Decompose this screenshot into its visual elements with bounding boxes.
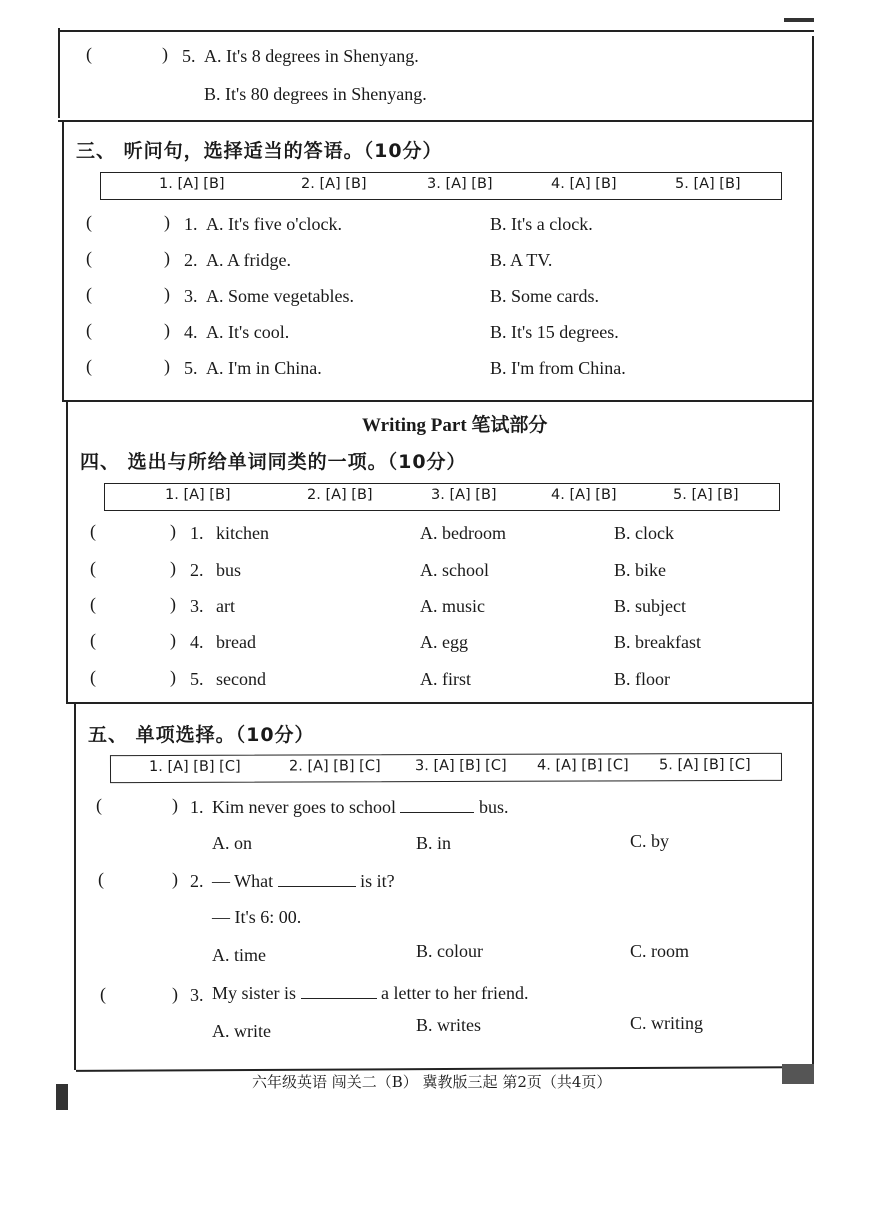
option-a: A. A fridge. — [206, 250, 291, 270]
answer-cell: 1. [A] [B] — [165, 487, 231, 503]
question-text — [212, 797, 508, 818]
option-b: B. bike — [614, 560, 666, 580]
section-5-title: 五、 单项选择。（10分） — [88, 724, 315, 746]
option-c: C. by — [630, 831, 670, 851]
answer-cell: 4. [A] [B] — [551, 487, 617, 503]
answer-cell: 2. [A] [B] — [301, 176, 367, 192]
paren-close: ) — [172, 869, 178, 889]
paren-open: ( — [86, 44, 92, 64]
divider-top — [58, 30, 814, 32]
paren-close: ) — [164, 356, 170, 376]
question-number: 4. — [190, 632, 204, 652]
divider-2 — [62, 400, 814, 402]
option-a: A. time — [212, 945, 266, 965]
option-a: A. bedroom — [420, 523, 506, 543]
option-a: A. Some vegetables. — [206, 286, 354, 306]
given-word: bread — [216, 632, 256, 652]
dialogue-reply: — It's 6: 00. — [212, 907, 302, 927]
option-b: B. It's a clock. — [490, 214, 593, 234]
question-text-post: bus. — [478, 797, 509, 817]
option-b: B. clock — [614, 523, 674, 543]
frame-right-5 — [812, 704, 814, 1064]
paren-open: ( — [90, 667, 96, 687]
paren-close: ) — [164, 248, 170, 268]
frame-right-top — [812, 36, 814, 122]
question-number: 2. — [190, 871, 204, 891]
paren-open: ( — [98, 869, 104, 889]
answer-cell: 5. [A] [B] [C] — [658, 756, 751, 774]
option-a: A. school — [420, 560, 489, 580]
option-b: B. writes — [416, 1015, 481, 1035]
option-b: B. I'm from China. — [490, 358, 626, 378]
answer-blank[interactable] — [278, 872, 356, 887]
question-number: 5. — [184, 358, 198, 378]
section-3-answer-sheet — [100, 172, 782, 200]
given-word: bus — [216, 560, 242, 580]
frame-left-4 — [66, 402, 68, 702]
paren-open: ( — [96, 795, 102, 815]
paren-open: ( — [86, 356, 92, 376]
question-number: 3. — [190, 985, 204, 1005]
answer-blank[interactable] — [400, 798, 474, 813]
question-number: 3. — [190, 596, 204, 616]
answer-cell: 3. [A] [B] — [427, 176, 493, 192]
paren-close: ) — [170, 667, 176, 687]
answer-blank[interactable] — [301, 984, 377, 999]
given-word: kitchen — [216, 523, 269, 543]
paren-close: ) — [172, 795, 178, 815]
option-a: A. It's 8 degrees in Shenyang. — [204, 46, 419, 66]
section-3-title: 三、 听问句，选择适当的答语。（10分） — [76, 140, 443, 162]
divider-1 — [58, 120, 814, 122]
answer-cell: 3. [A] [B] [C] — [414, 757, 507, 775]
question-number: 4. — [184, 322, 198, 342]
paren-close: ) — [164, 212, 170, 232]
answer-cell: 1. [A] [B] — [159, 176, 225, 192]
paren-open: ( — [90, 630, 96, 650]
frame-left-5 — [74, 704, 76, 1070]
question-number: 2. — [184, 250, 198, 270]
question-text-post: is it? — [360, 871, 395, 891]
question-number: 2. — [190, 560, 204, 580]
option-b: B. It's 15 degrees. — [490, 322, 619, 342]
option-b: B. in — [416, 833, 452, 853]
option-c: C. room — [630, 941, 690, 961]
paren-open: ( — [90, 594, 96, 614]
option-a: A. first — [420, 669, 471, 689]
paren-close: ) — [170, 630, 176, 650]
paren-open: ( — [90, 558, 96, 578]
option-b: B. Some cards. — [490, 286, 599, 306]
frame-right-4 — [812, 402, 814, 702]
option-a: A. I'm in China. — [206, 358, 322, 378]
answer-cell: 4. [A] [B] [C] — [536, 757, 629, 774]
given-word: art — [216, 596, 235, 616]
question-text-pre: My sister is — [212, 983, 297, 1003]
section-4-title: 四、 选出与所给单词同类的一项。（10分） — [80, 451, 467, 473]
answer-cell: 5. [A] [B] — [675, 176, 741, 192]
section-5-answer-sheet — [110, 753, 782, 783]
corner-mark-bottom-right — [782, 1064, 814, 1084]
question-number: 5. — [190, 669, 204, 689]
frame-left-top — [58, 28, 60, 118]
question-text — [212, 871, 395, 892]
paren-close: ) — [170, 558, 176, 578]
paren-open: ( — [86, 212, 92, 232]
question-number: 1. — [190, 523, 204, 543]
option-b: B. breakfast — [614, 632, 701, 652]
answer-cell: 3. [A] [B] — [431, 487, 497, 503]
question-number: 1. — [184, 214, 198, 234]
paren-close: ) — [170, 521, 176, 541]
option-a: A. It's cool. — [206, 322, 290, 342]
paren-close: ) — [170, 594, 176, 614]
question-text — [212, 983, 528, 1004]
option-b: B. subject — [614, 596, 686, 616]
question-text-post: a letter to her friend. — [381, 983, 529, 1003]
frame-left-mid — [62, 122, 64, 402]
paren-open: ( — [86, 284, 92, 304]
answer-cell: 2. [A] [B] — [307, 487, 373, 503]
section-4-answer-sheet — [104, 483, 780, 511]
option-c: C. writing — [630, 1013, 704, 1033]
option-a: A. It's five o'clock. — [206, 214, 342, 234]
paren-close: ) — [172, 984, 178, 1004]
corner-mark-top — [784, 18, 814, 22]
question-number: 5. — [182, 46, 196, 66]
answer-cell: 1. [A] [B] [C] — [148, 758, 241, 776]
answer-cell: 2. [A] [B] [C] — [288, 758, 381, 775]
option-b: B. It's 80 degrees in Shenyang. — [204, 84, 427, 104]
paren-close: ) — [162, 44, 168, 64]
paren-close: ) — [164, 320, 170, 340]
question-number: 1. — [190, 797, 204, 817]
answer-cell: 5. [A] [B] — [673, 487, 739, 503]
corner-mark-bottom-left — [56, 1084, 68, 1110]
paren-open: ( — [90, 521, 96, 541]
writing-part-heading: Writing Part 笔试部分 — [362, 415, 548, 436]
option-b: B. colour — [416, 941, 483, 961]
option-a: A. write — [212, 1021, 271, 1041]
paren-close: ) — [164, 284, 170, 304]
question-text-pre: Kim never goes to school — [212, 797, 396, 817]
given-word: second — [216, 669, 266, 689]
option-a: A. on — [212, 833, 252, 853]
option-a: A. music — [420, 596, 485, 616]
paren-open: ( — [100, 984, 106, 1004]
answer-cell: 4. [A] [B] — [551, 176, 617, 192]
page-footer: 六年级英语 闯关二（B） 冀教版三起 第2页（共4页） — [252, 1073, 612, 1091]
option-b: B. A TV. — [490, 250, 553, 270]
option-b: B. floor — [614, 669, 670, 689]
frame-right-mid — [812, 122, 814, 402]
divider-3 — [66, 702, 814, 704]
option-a: A. egg — [420, 632, 468, 652]
question-number: 3. — [184, 286, 198, 306]
question-text-pre: — What — [212, 871, 274, 891]
paren-open: ( — [86, 248, 92, 268]
paren-open: ( — [86, 320, 92, 340]
